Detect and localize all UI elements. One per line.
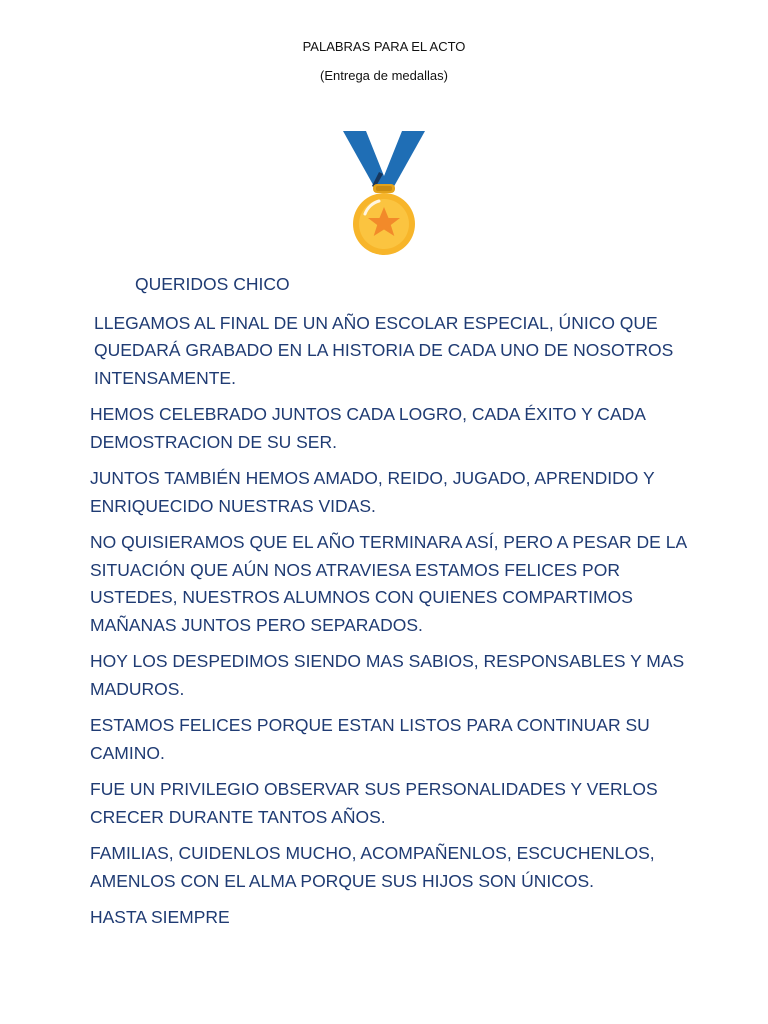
closing: HASTA SIEMPRE [90, 907, 230, 927]
paragraph: HEMOS CELEBRADO JUNTOS CADA LOGRO, CADA ÉXITO Y CADA DEMOSTRACION DE SU SER. [90, 404, 645, 452]
paragraph: NO QUISIERAMOS QUE EL AÑO TERMINARA ASÍ, PERO A PESAR DE LA SITUACIÓN QUE AÚN NOS ATRAVIESA ESTAMOS FELICES POR USTEDES, NUESTROS ALUMNOS CON QUIENES COMPARTIMOS MAÑANAS JUNTOS PERO SEPARADOS. [90, 532, 687, 635]
document-subtitle: (Entrega de medallas) [320, 68, 448, 83]
paragraph: JUNTOS TAMBIÉN HEMOS AMADO, REIDO, JUGADO, APRENDIDO Y ENRIQUECIDO NUESTRAS VIDAS. [90, 468, 655, 516]
paragraph: ESTAMOS FELICES PORQUE ESTAN LISTOS PARA CONTINUAR SU CAMINO. [90, 715, 650, 763]
paragraph: FUE UN PRIVILEGIO OBSERVAR SUS PERSONALIDADES Y VERLOS CRECER DURANTE TANTOS AÑOS. [90, 779, 658, 827]
paragraph: FAMILIAS, CUIDENLOS MUCHO, ACOMPAÑENLOS, ESCUCHENLOS, AMENLOS CON EL ALMA PORQUE SUS HIJOS SON ÚNICOS. [90, 843, 655, 891]
medal-icon [338, 128, 430, 258]
document-title: PALABRAS PARA EL ACTO [302, 39, 466, 54]
letter-body [90, 271, 690, 941]
paragraph: LLEGAMOS AL FINAL DE UN AÑO ESCOLAR ESPECIAL, ÚNICO QUE QUEDARÁ GRABADO EN LA HISTORIA DE CADA UNO DE NOSOTROS INTENSAMENTE. [94, 312, 674, 388]
paragraph: HOY LOS DESPEDIMOS SIENDO MAS SABIOS, RESPONSABLES Y MAS MADUROS. [90, 651, 685, 699]
greeting: QUERIDOS CHICO [135, 274, 290, 294]
